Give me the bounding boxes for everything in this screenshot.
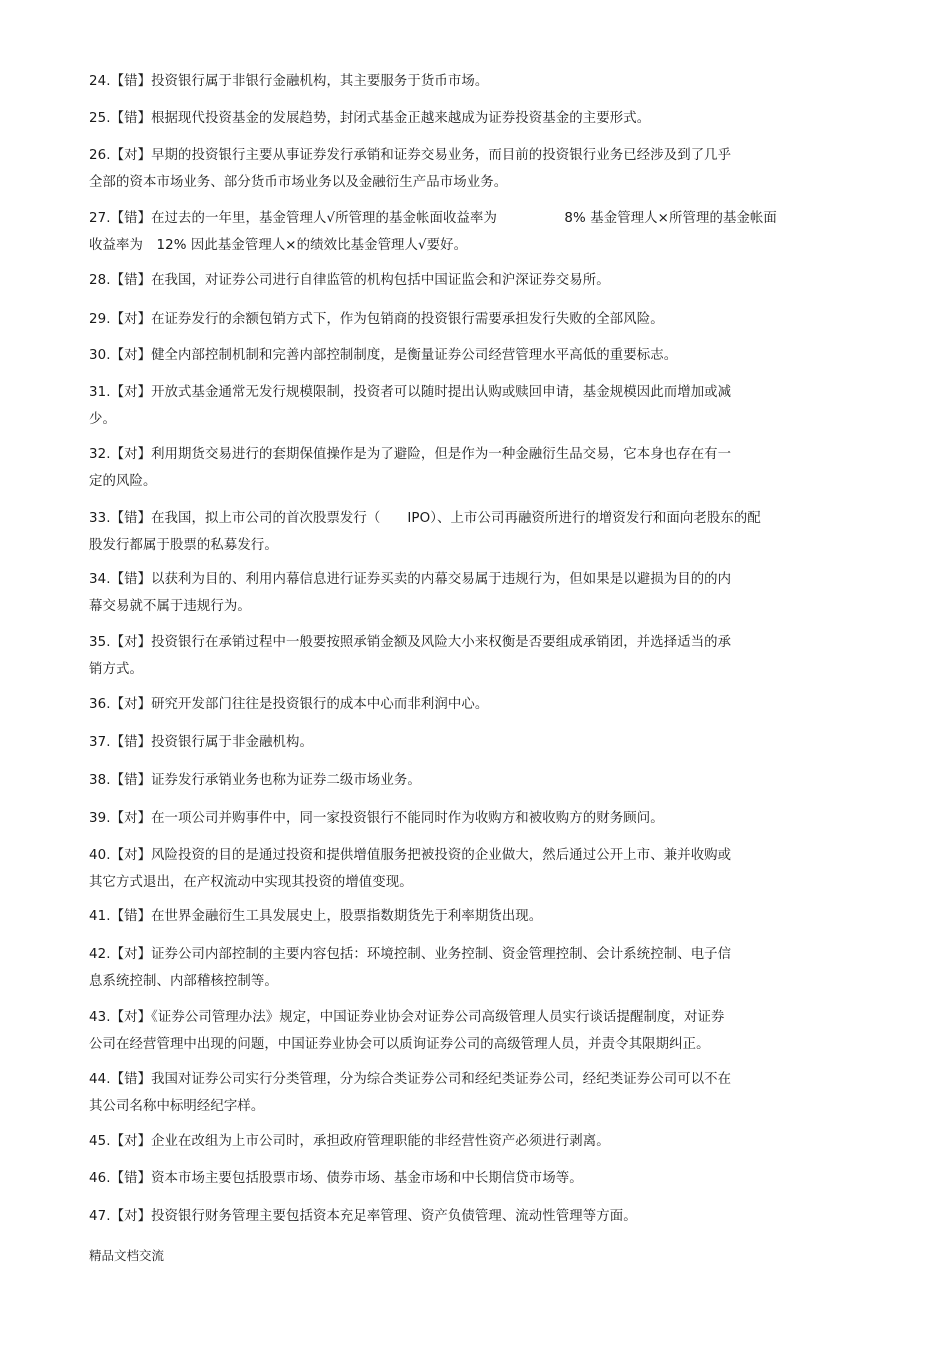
question-41	[89, 903, 809, 930]
page-footer: 精品文档交流	[89, 1248, 165, 1263]
question-34	[89, 566, 809, 620]
question-32-line-1: 32.【对】利用期货交易进行的套期保值操作是为了避险，但是作为一种金融衍生品交易，它本身也存在有一	[89, 447, 732, 462]
question-44-line-2: 其公司名称中标明经纪字样。	[89, 1099, 265, 1114]
question-43	[89, 1004, 809, 1058]
question-36-line-1: 36.【对】研究开发部门往往是投资银行的成本中心而非利润中心。	[89, 697, 489, 712]
question-39-line-1: 39.【对】在一项公司并购事件中，同一家投资银行不能同时作为收购方和被收购方的财务顾问。	[89, 811, 664, 826]
question-41-line-1: 41.【错】在世界金融衍生工具发展史上，股票指数期货先于利率期货出现。	[89, 909, 543, 924]
question-27	[89, 205, 809, 259]
question-31	[89, 379, 809, 433]
question-43-line-1: 43.【对】《证券公司管理办法》规定，中国证券业协会对证券公司高级管理人员实行谈话提醒制度，对证券	[89, 1010, 725, 1025]
question-25	[89, 105, 809, 132]
question-42	[89, 941, 809, 995]
question-25-line-1: 25.【错】根据现代投资基金的发展趋势，封闭式基金正越来越成为证券投资基金的主要形式。	[89, 111, 651, 126]
question-35-line-2: 销方式。	[89, 662, 143, 677]
question-38-line-1: 38.【错】证券发行承销业务也称为证券二级市场业务。	[89, 773, 421, 788]
question-26-line-1: 26.【对】早期的投资银行主要从事证券发行承销和证券交易业务，而目前的投资银行业务已经涉及到了几乎	[89, 148, 732, 163]
question-29	[89, 306, 809, 333]
question-40-line-1: 40.【对】风险投资的目的是通过投资和提供增值服务把被投资的企业做大，然后通过公开上市、兼并收购或	[89, 848, 732, 863]
question-45	[89, 1128, 809, 1155]
question-37	[89, 729, 809, 756]
question-34-line-1: 34.【错】以获利为目的、利用内幕信息进行证券买卖的内幕交易属于违规行为，但如果是以避损为目的的内	[89, 572, 732, 587]
question-29-line-1: 29.【对】在证券发行的余额包销方式下，作为包销商的投资银行需要承担发行失败的全部风险。	[89, 312, 664, 327]
question-44-line-1: 44.【错】我国对证券公司实行分类管理，分为综合类证券公司和经纪类证券公司，经纪类证券公司可以不在	[89, 1072, 732, 1087]
question-31-line-1: 31.【对】开放式基金通常无发行规模限制，投资者可以随时提出认购或赎回申请，基金规模因此而增加或减	[89, 385, 732, 400]
question-37-line-1: 37.【错】投资银行属于非金融机构。	[89, 735, 313, 750]
question-33	[89, 505, 809, 559]
question-39	[89, 805, 809, 832]
question-33-line-1: 33.【错】在我国，拟上市公司的首次股票发行（ IPO）、上市公司再融资所进行的增资发行和面向老股东的配	[89, 511, 761, 526]
question-33-line-2: 股发行都属于股票的私募发行。	[89, 538, 278, 553]
question-43-line-2: 公司在经营管理中出现的问题，中国证券业协会可以质询证券公司的高级管理人员，并责令其限期纠正。	[89, 1037, 710, 1052]
question-30-line-1: 30.【对】健全内部控制机制和完善内部控制制度，是衡量证券公司经营管理水平高低的重要标志。	[89, 348, 678, 363]
question-40-line-2: 其它方式退出，在产权流动中实现其投资的增值变现。	[89, 875, 413, 890]
question-47	[89, 1203, 809, 1230]
question-46-line-1: 46.【错】资本市场主要包括股票市场、债券市场、基金市场和中长期信贷市场等。	[89, 1171, 583, 1186]
question-32	[89, 441, 809, 495]
question-42-line-1: 42.【对】证券公司内部控制的主要内容包括：环境控制、业务控制、资金管理控制、会计系统控制、电子信	[89, 947, 732, 962]
question-24-line-1: 24.【错】投资银行属于非银行金融机构，其主要服务于货币市场。	[89, 74, 489, 89]
question-32-line-2: 定的风险。	[89, 474, 157, 489]
question-45-line-1: 45.【对】企业在改组为上市公司时，承担政府管理职能的非经营性资产必须进行剥离。	[89, 1134, 610, 1149]
question-35	[89, 629, 809, 683]
question-31-line-2: 少。	[89, 412, 116, 427]
question-38	[89, 767, 809, 794]
question-30	[89, 342, 809, 369]
question-24	[89, 68, 809, 95]
question-28-line-1: 28.【错】在我国，对证券公司进行自律监管的机构包括中国证监会和沪深证券交易所。	[89, 273, 610, 288]
question-46	[89, 1165, 809, 1192]
question-26-line-2: 全部的资本市场业务、部分货币市场业务以及金融衍生产品市场业务。	[89, 175, 508, 190]
question-35-line-1: 35.【对】投资银行在承销过程中一般要按照承销金额及风险大小来权衡是否要组成承销团，并选择适当的承	[89, 635, 732, 650]
question-26	[89, 142, 809, 196]
question-40	[89, 842, 809, 896]
question-34-line-2: 幕交易就不属于违规行为。	[89, 599, 251, 614]
question-47-line-1: 47.【对】投资银行财务管理主要包括资本充足率管理、资产负债管理、流动性管理等方面。	[89, 1209, 637, 1224]
question-42-line-2: 息系统控制、内部稽核控制等。	[89, 974, 278, 989]
question-27-line-2: 收益率为 12% 因此基金管理人×的绩效比基金管理人√要好。	[89, 238, 468, 253]
question-36	[89, 691, 809, 718]
question-28	[89, 267, 809, 294]
question-44	[89, 1066, 809, 1120]
question-27-line-1: 27.【错】在过去的一年里，基金管理人√所管理的基金帐面收益率为 8% 基金管理人×所管理的基金帐面	[89, 211, 777, 226]
